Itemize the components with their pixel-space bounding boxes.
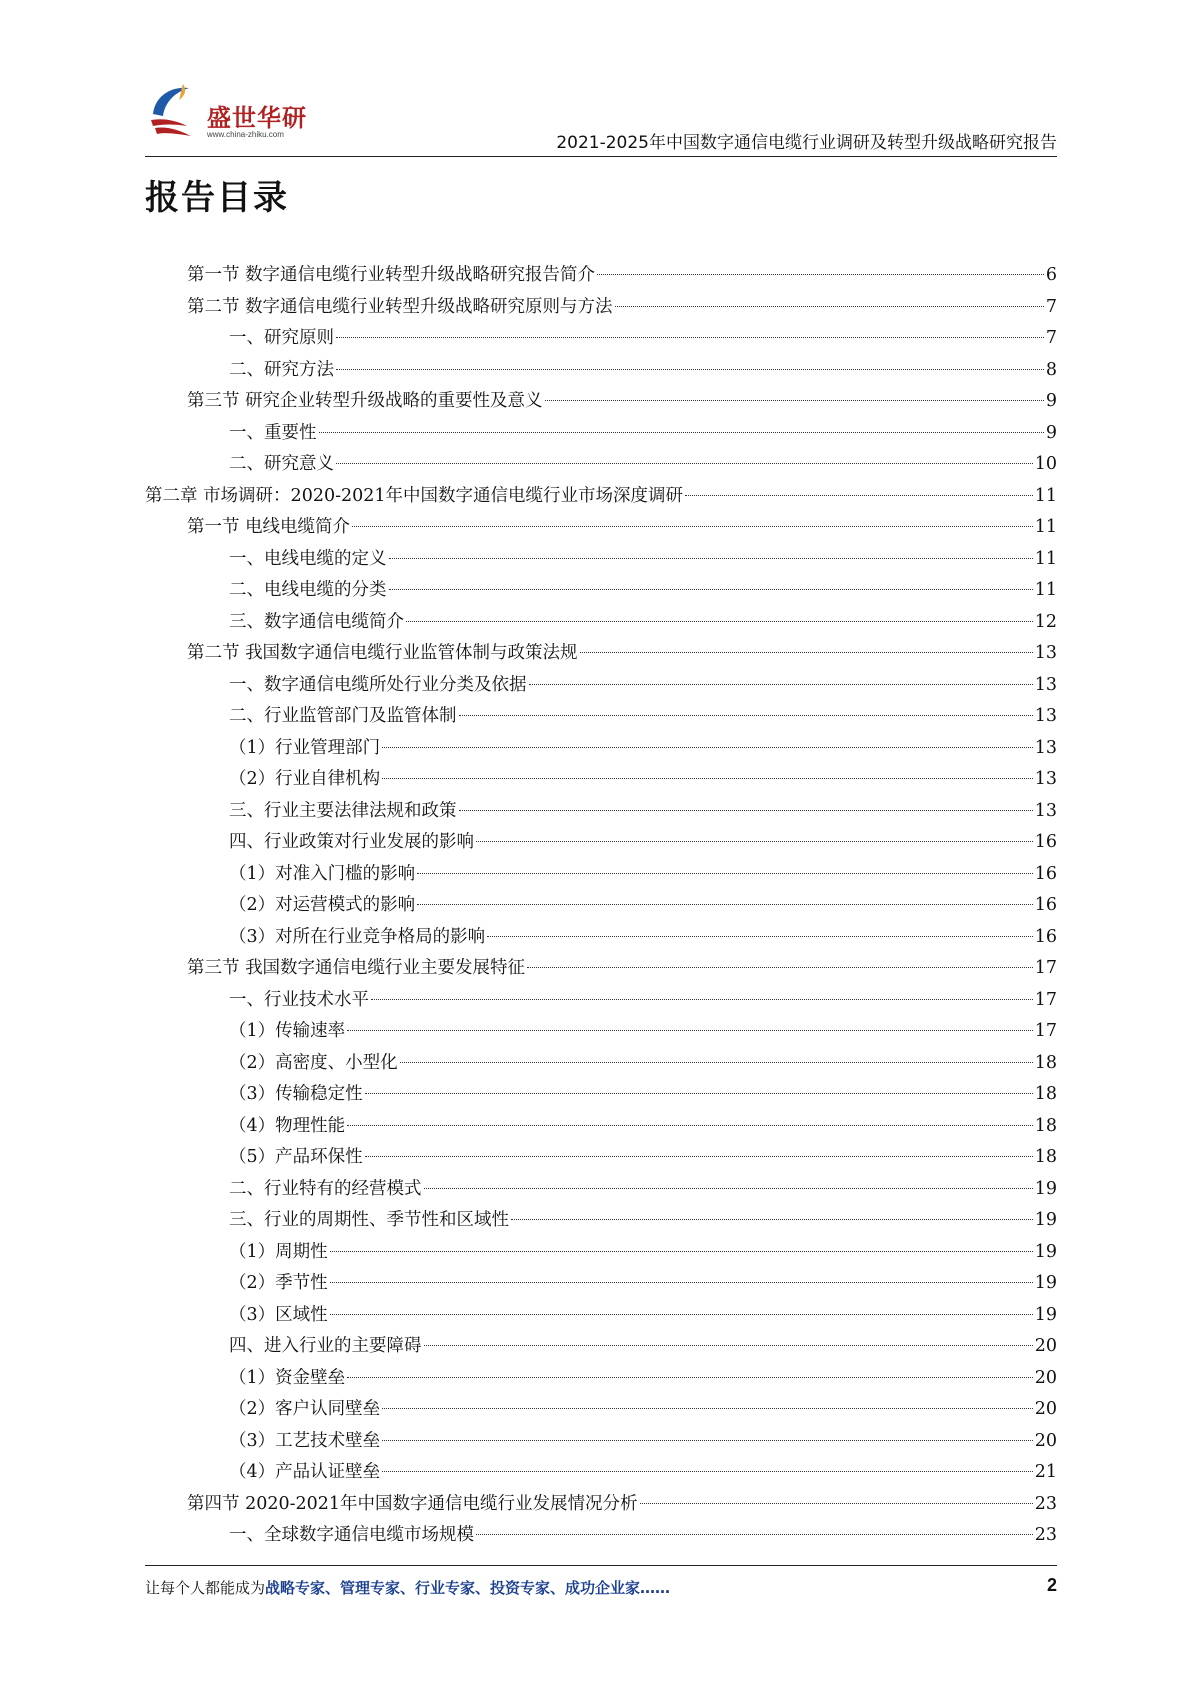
toc-dot-leader [406, 621, 1033, 622]
toc-dot-leader [640, 1503, 1033, 1504]
toc-entry-title: 第三节 我国数字通信电缆行业主要发展特征 [187, 958, 526, 978]
toc-dot-leader [382, 1408, 1033, 1409]
toc-entry-page: 19 [1034, 1178, 1057, 1199]
toc-entry-title: （4）物理性能 [229, 1115, 346, 1136]
toc-entry-page: 13 [1034, 643, 1057, 663]
toc-dot-leader [336, 337, 1044, 338]
toc-entry-page: 7 [1045, 328, 1057, 348]
logo-name: 盛世华研 [207, 104, 307, 132]
toc-entry-title: （2）季节性 [229, 1273, 328, 1293]
toc-entry-title: （1）周期性 [229, 1241, 328, 1262]
toc-entry-page: 13 [1034, 706, 1057, 726]
toc-entry[interactable] [145, 638, 1057, 670]
toc-entry[interactable] [145, 1363, 1057, 1395]
toc-entry-page: 17 [1034, 989, 1057, 1010]
toc-dot-leader [400, 1062, 1033, 1063]
toc-entry-title: （1）对准入门槛的影响 [229, 863, 416, 884]
toc-entry-title: 二、电线电缆的分类 [229, 580, 387, 600]
toc-dot-leader [347, 1125, 1033, 1126]
toc-entry-title: 一、数字通信电缆所处行业分类及依据 [229, 674, 527, 695]
toc-entry[interactable] [145, 764, 1057, 796]
toc-entry[interactable] [145, 701, 1057, 733]
toc-dot-leader [527, 967, 1033, 968]
toc-entry[interactable] [145, 1457, 1057, 1489]
toc-entry[interactable] [145, 1016, 1057, 1048]
toc-entry[interactable] [145, 355, 1057, 387]
toc-dot-leader [389, 558, 1033, 559]
toc-entry[interactable] [145, 386, 1057, 418]
toc-entry[interactable] [145, 481, 1057, 513]
toc-entry-title: 一、电线电缆的定义 [229, 548, 387, 569]
toc-entry-page: 13 [1034, 769, 1057, 789]
toc-entry-title: （1）资金壁垒 [229, 1367, 346, 1388]
toc-entry[interactable] [145, 512, 1057, 544]
toc-entry[interactable] [145, 323, 1057, 355]
toc-entry[interactable] [145, 1268, 1057, 1300]
toc-entry[interactable] [145, 1300, 1057, 1332]
page-title: 报告目录 [145, 178, 289, 218]
toc-entry[interactable] [145, 1174, 1057, 1206]
slogan-emphasis: 战略专家、管理专家、行业专家、投资专家、成功企业家…… [265, 1579, 671, 1597]
toc-entry-title: 四、行业政策对行业发展的影响 [229, 832, 474, 852]
toc-dot-leader [371, 999, 1033, 1000]
toc-entry[interactable] [145, 827, 1057, 859]
toc-entry-page: 19 [1034, 1273, 1057, 1293]
toc-entry[interactable] [145, 670, 1057, 702]
toc-dot-leader [389, 589, 1033, 590]
toc-dot-leader [330, 1282, 1033, 1283]
toc-entry-page: 16 [1034, 926, 1057, 947]
toc-entry-title: （2）对运营模式的影响 [229, 895, 416, 915]
toc-entry-title: 二、行业监管部门及监管体制 [229, 706, 457, 726]
toc-dot-leader [417, 904, 1033, 905]
toc-entry-page: 20 [1034, 1399, 1057, 1419]
table-of-contents [145, 260, 1057, 1552]
toc-entry-page: 23 [1034, 1525, 1057, 1545]
toc-dot-leader [476, 841, 1033, 842]
footer-slogan [145, 1577, 670, 1598]
toc-dot-leader [330, 1251, 1033, 1252]
toc-entry[interactable] [145, 1426, 1057, 1458]
toc-entry[interactable] [145, 449, 1057, 481]
toc-dot-leader [382, 747, 1033, 748]
toc-entry-title: 一、重要性 [229, 422, 317, 443]
toc-entry-page: 21 [1034, 1462, 1057, 1482]
toc-entry-title: （3）传输稳定性 [229, 1084, 363, 1104]
toc-entry-page: 7 [1045, 296, 1057, 317]
toc-entry-title: 二、研究方法 [229, 359, 334, 380]
toc-entry[interactable] [145, 1237, 1057, 1269]
toc-dot-leader [597, 274, 1044, 275]
toc-entry[interactable] [145, 1205, 1057, 1237]
toc-entry-title: 第二章 市场调研：2020-2021年中国数字通信电缆行业市场深度调研 [145, 485, 684, 506]
toc-entry-title: （2）行业自律机构 [229, 769, 381, 789]
toc-entry-title: （3）工艺技术壁垒 [229, 1430, 381, 1451]
toc-entry-page: 13 [1034, 800, 1057, 821]
toc-dot-leader [580, 652, 1033, 653]
toc-entry-page: 11 [1034, 580, 1057, 600]
toc-entry-title: 二、行业特有的经营模式 [229, 1178, 422, 1199]
toc-dot-leader [336, 369, 1044, 370]
toc-dot-leader [487, 936, 1033, 937]
toc-dot-leader [365, 1156, 1033, 1157]
toc-entry-title: 一、全球数字通信电缆市场规模 [229, 1525, 474, 1545]
report-title: 2021-2025年中国数字通信电缆行业调研及转型升级战略研究报告 [556, 133, 1057, 153]
toc-dot-leader [352, 526, 1033, 527]
toc-dot-leader [347, 1030, 1033, 1031]
toc-entry[interactable] [145, 607, 1057, 639]
toc-entry[interactable] [145, 1142, 1057, 1174]
toc-entry-page: 20 [1034, 1430, 1057, 1451]
toc-dot-leader [336, 463, 1033, 464]
toc-entry[interactable] [145, 859, 1057, 891]
toc-entry[interactable] [145, 1048, 1057, 1080]
toc-entry[interactable] [145, 1520, 1057, 1552]
toc-entry-title: 第三节 研究企业转型升级战略的重要性及意义 [187, 391, 543, 411]
toc-entry[interactable] [145, 796, 1057, 828]
toc-entry[interactable] [145, 1394, 1057, 1426]
toc-entry-page: 8 [1045, 359, 1057, 380]
toc-dot-leader [545, 400, 1044, 401]
toc-entry-title: （1）传输速率 [229, 1021, 346, 1041]
toc-entry-title: 第四节 2020-2021年中国数字通信电缆行业发展情况分析 [187, 1493, 638, 1514]
toc-entry-title: （1）行业管理部门 [229, 737, 381, 758]
toc-dot-leader [382, 778, 1033, 779]
toc-entry-page: 13 [1034, 674, 1057, 695]
toc-entry-page: 18 [1034, 1115, 1057, 1136]
toc-entry-page: 9 [1045, 422, 1057, 443]
toc-entry-page: 19 [1034, 1304, 1057, 1325]
page-header [145, 80, 1057, 158]
toc-entry[interactable] [145, 1079, 1057, 1111]
toc-entry-page: 20 [1034, 1336, 1057, 1356]
toc-dot-leader [529, 684, 1033, 685]
toc-entry-page: 13 [1034, 737, 1057, 758]
logo-url: www.china-zhiku.com [207, 130, 284, 139]
toc-entry-title: 二、研究意义 [229, 454, 334, 474]
toc-entry-title: 第一节 数字通信电缆行业转型升级战略研究报告简介 [187, 265, 596, 285]
toc-entry-page: 18 [1034, 1084, 1057, 1104]
toc-entry-title: （3）对所在行业竞争格局的影响 [229, 926, 486, 947]
toc-entry-title: 第二节 数字通信电缆行业转型升级战略研究原则与方法 [187, 296, 613, 317]
toc-entry[interactable] [145, 418, 1057, 450]
toc-dot-leader [382, 1471, 1033, 1472]
header-divider [145, 156, 1057, 157]
toc-entry[interactable] [145, 953, 1057, 985]
toc-entry-title: 一、研究原则 [229, 328, 334, 348]
toc-entry[interactable] [145, 733, 1057, 765]
toc-dot-leader [330, 1314, 1033, 1315]
toc-entry-page: 17 [1034, 1021, 1057, 1041]
toc-entry-title: 一、行业技术水平 [229, 989, 369, 1010]
toc-entry-page: 6 [1045, 265, 1057, 285]
toc-entry[interactable] [145, 292, 1057, 324]
toc-entry-title: （3）区域性 [229, 1304, 328, 1325]
toc-entry[interactable] [145, 985, 1057, 1017]
toc-entry-title: 三、行业的周期性、季节性和区域性 [229, 1210, 509, 1230]
toc-entry-page: 12 [1034, 611, 1057, 632]
toc-entry-page: 11 [1034, 485, 1057, 506]
toc-entry-page: 23 [1034, 1493, 1057, 1514]
toc-dot-leader [511, 1219, 1033, 1220]
toc-dot-leader [417, 873, 1033, 874]
toc-entry-title: （2）客户认同壁垒 [229, 1399, 381, 1419]
toc-entry-title: 第一节 电线电缆简介 [187, 517, 351, 537]
toc-entry-page: 17 [1034, 958, 1057, 978]
toc-dot-leader [615, 306, 1044, 307]
footer-divider [145, 1565, 1057, 1566]
toc-entry-page: 19 [1034, 1241, 1057, 1262]
toc-entry-title: 第二节 我国数字通信电缆行业监管体制与政策法规 [187, 643, 578, 663]
toc-entry-title: 三、数字通信电缆简介 [229, 611, 404, 632]
page-number: 2 [1046, 1575, 1057, 1595]
toc-entry[interactable] [145, 1489, 1057, 1521]
toc-dot-leader [424, 1345, 1033, 1346]
toc-entry[interactable] [145, 890, 1057, 922]
toc-dot-leader [476, 1534, 1033, 1535]
logo-swoosh-icon [145, 80, 207, 142]
toc-entry[interactable] [145, 260, 1057, 292]
toc-dot-leader [685, 495, 1033, 496]
toc-entry-title: 三、行业主要法律法规和政策 [229, 800, 457, 821]
toc-entry-page: 18 [1034, 1052, 1057, 1073]
toc-dot-leader [365, 1093, 1033, 1094]
company-logo [145, 80, 345, 150]
toc-entry-page: 16 [1034, 832, 1057, 852]
toc-entry-title: （2）高密度、小型化 [229, 1052, 398, 1073]
toc-entry[interactable] [145, 922, 1057, 954]
toc-entry[interactable] [145, 1111, 1057, 1143]
toc-entry-page: 18 [1034, 1147, 1057, 1167]
toc-dot-leader [319, 432, 1044, 433]
toc-entry-page: 10 [1034, 454, 1057, 474]
toc-entry[interactable] [145, 544, 1057, 576]
toc-dot-leader [459, 715, 1033, 716]
toc-entry-page: 11 [1034, 548, 1057, 569]
toc-entry-page: 16 [1034, 863, 1057, 884]
toc-entry-title: （5）产品环保性 [229, 1147, 363, 1167]
toc-dot-leader [382, 1440, 1033, 1441]
slogan-prefix: 让每个人都能成为 [145, 1579, 266, 1597]
toc-entry-page: 20 [1034, 1367, 1057, 1388]
toc-entry-page: 9 [1045, 391, 1057, 411]
toc-entry[interactable] [145, 1331, 1057, 1363]
toc-entry-page: 19 [1034, 1210, 1057, 1230]
toc-dot-leader [459, 810, 1033, 811]
toc-entry-title: （4）产品认证壁垒 [229, 1462, 381, 1482]
toc-entry-page: 11 [1034, 517, 1057, 537]
toc-dot-leader [347, 1377, 1033, 1378]
toc-dot-leader [424, 1188, 1033, 1189]
toc-entry-page: 16 [1034, 895, 1057, 915]
toc-entry[interactable] [145, 575, 1057, 607]
toc-entry-title: 四、进入行业的主要障碍 [229, 1336, 422, 1356]
